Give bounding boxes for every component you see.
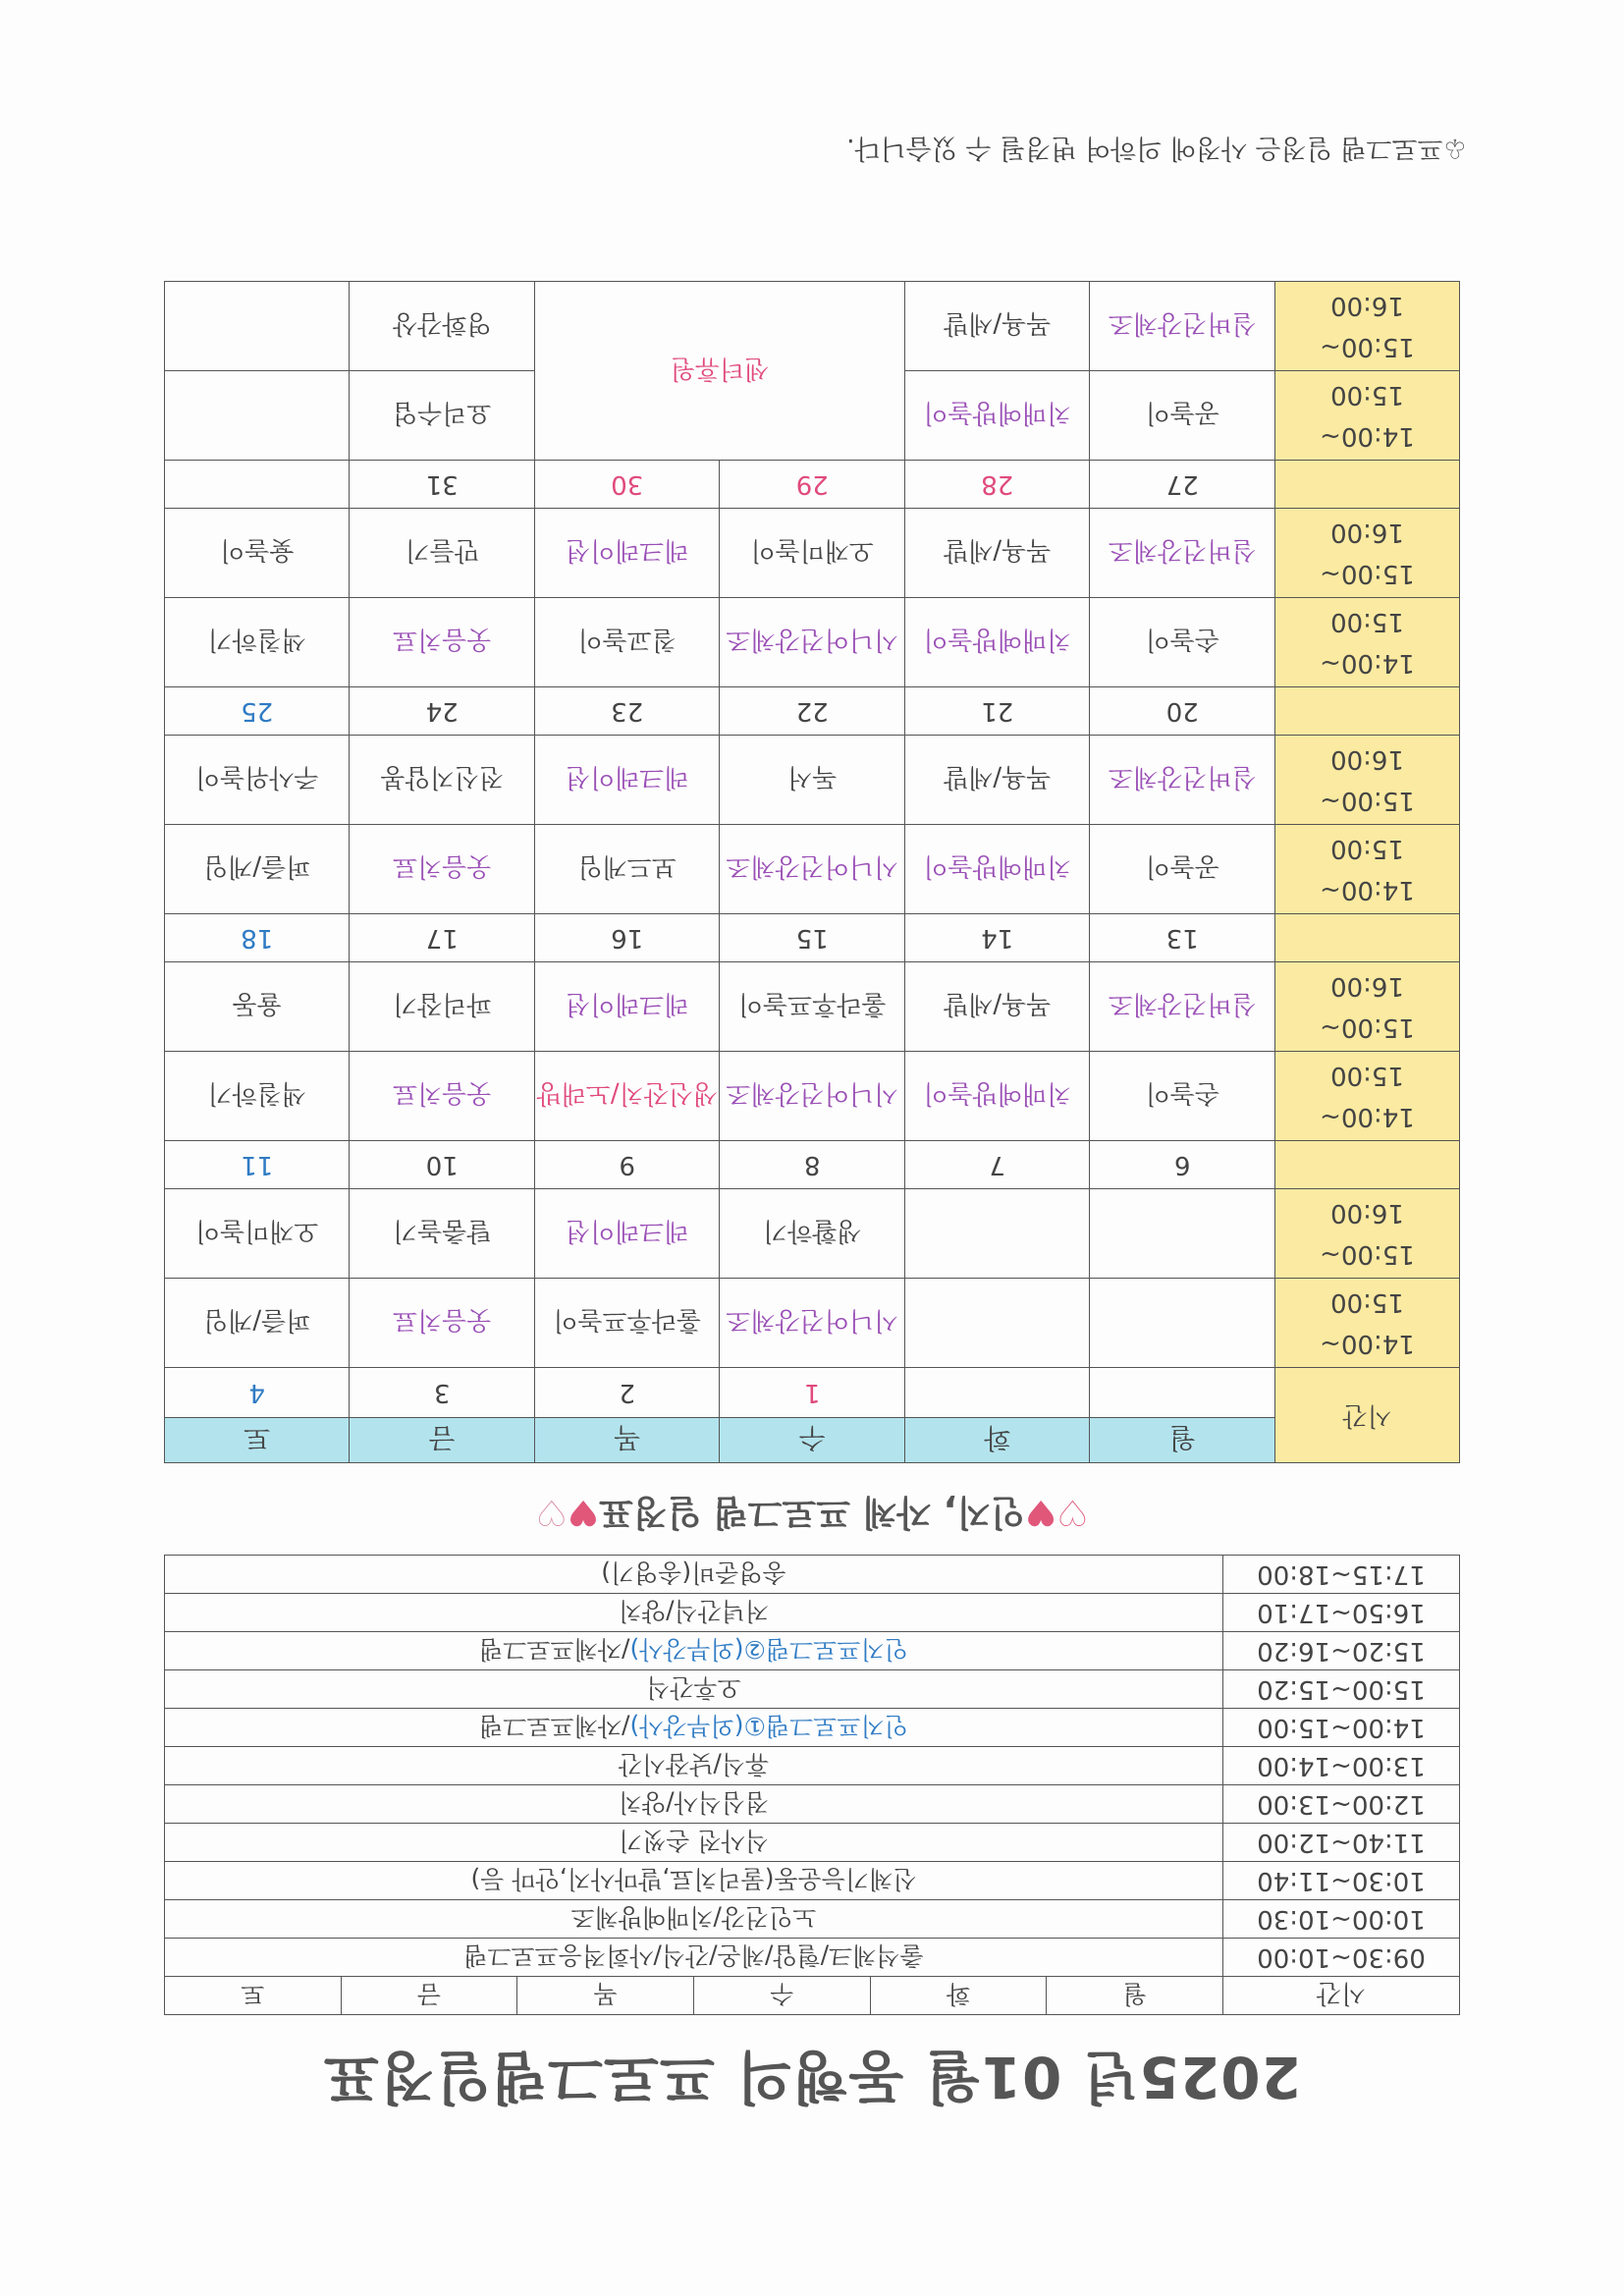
date-cell: 21 (905, 687, 1091, 736)
calendar-time-header: 시간 (1275, 1368, 1460, 1463)
document-title: 2025년 01월 동행의 프로그램일정표 (322, 2044, 1302, 2110)
date-cell (905, 1368, 1091, 1418)
program-cell: 보드게임 (535, 825, 721, 914)
header-thu: 목 (517, 1977, 694, 2015)
program-cell (165, 282, 351, 371)
date-cell-saturday: 11 (165, 1141, 351, 1189)
time-slot-label (1275, 282, 1460, 371)
time-slot-label (1275, 1189, 1460, 1279)
slot-end: 15:00 (1330, 380, 1404, 410)
program-cell: 요리수업 (350, 371, 535, 461)
date-cell: 3 (350, 1368, 535, 1418)
program-cell: 실버건강체조 (1090, 736, 1275, 825)
row-activity: 식사전 손씻기 (165, 1824, 1223, 1862)
program-cell: 공놀이 (1090, 371, 1275, 461)
slot-end: 15:00 (1330, 607, 1404, 636)
program-cell: 레크레이션 (535, 962, 721, 1052)
date-row-time-blank (1275, 914, 1460, 962)
date-cell (165, 461, 351, 509)
program-cell: 목욕/세발 (905, 736, 1091, 825)
day-header-thu: 목 (535, 1417, 721, 1462)
time-slot-label (1275, 371, 1460, 461)
week-date-row (165, 461, 1460, 509)
subtitle-text: 인지, 자체 프로그램 일정표 (599, 1492, 1025, 1532)
program-cell: 퍼즐/게임 (165, 825, 351, 914)
row-activity: 오후간식 (165, 1670, 1223, 1709)
date-row-time-blank (1275, 1141, 1460, 1189)
week-slot1-row (165, 825, 1460, 914)
date-cell (1090, 1368, 1275, 1418)
date-cell-saturday: 18 (165, 914, 351, 962)
program-cell: 실버건강체조 (1090, 509, 1275, 598)
day-header-wed: 수 (720, 1417, 905, 1462)
row-activity: 출석체크/혈압/체온/간식/사회적응프로그램 (165, 1939, 1223, 1977)
program-cell: 시니어건강체조 (720, 598, 905, 687)
row-time: 09:30~10:00 (1223, 1939, 1460, 1977)
date-cell: 15 (720, 914, 905, 962)
date-cell: 14 (905, 914, 1091, 962)
program-cell: 웃음치료 (350, 825, 535, 914)
date-cell: 13 (1090, 914, 1275, 962)
date-cell: 20 (1090, 687, 1275, 736)
table-row (165, 1862, 1460, 1900)
row-activity: 신체기능운동(물리치료,발마사지,안마 등) (165, 1862, 1223, 1900)
date-cell: 9 (535, 1141, 721, 1189)
program-cell: 독서 (720, 736, 905, 825)
slot-end: 15:00 (1330, 834, 1404, 863)
date-cell-holiday: 30 (535, 461, 721, 509)
time-slot-label (1275, 598, 1460, 687)
slot-start: 15:00~ (1320, 559, 1415, 588)
week-date-row (165, 687, 1460, 736)
date-cell: 23 (535, 687, 721, 736)
row-time: 16:50~17:10 (1223, 1594, 1460, 1632)
program-cell (1090, 1189, 1275, 1279)
internal-program-label: /자체프로그램 (479, 1712, 630, 1740)
week-date-row (165, 1368, 1460, 1418)
program-cell: 오재미놀이 (165, 1189, 351, 1279)
program-cell-special: 생신잔치/노래방 (535, 1052, 721, 1141)
date-cell-holiday: 29 (720, 461, 905, 509)
row-time: 15:00~15:20 (1223, 1670, 1460, 1709)
slot-end: 16:00 (1330, 518, 1404, 547)
row-time: 10:00~10:30 (1223, 1900, 1460, 1939)
table-row (165, 1632, 1460, 1670)
program-cell: 영화감상 (350, 282, 535, 371)
row-activity (165, 1632, 1223, 1670)
table-row (165, 1785, 1460, 1824)
row-activity: 노인건강/치매예방체조 (165, 1900, 1223, 1939)
program-cell: 레크레이션 (535, 509, 721, 598)
internal-program-label: /자체프로그램 (479, 1635, 630, 1664)
header-sat: 토 (165, 1977, 342, 2015)
week-slot2-row (165, 509, 1460, 598)
program-cell: 오재미놀이 (720, 509, 905, 598)
date-row-time-blank (1275, 687, 1460, 736)
date-cell: 8 (720, 1141, 905, 1189)
program-cell: 율동 (165, 962, 351, 1052)
week-slot2-row (165, 962, 1460, 1052)
slot-end: 16:00 (1330, 744, 1404, 774)
program-cell: 웃음치료 (350, 598, 535, 687)
calendar-subtitle (0, 1490, 1624, 1540)
row-activity: 휴식/낮잠시간 (165, 1747, 1223, 1785)
program-cell: 훌라후프놀이 (535, 1279, 721, 1368)
program-cell: 손놀이 (1090, 1052, 1275, 1141)
date-cell-saturday: 4 (165, 1368, 351, 1418)
holiday-closure-cell: 센터휴원 (535, 282, 905, 461)
slot-start: 14:00~ (1320, 1329, 1415, 1358)
table-row (165, 1556, 1460, 1594)
external-program-label: 인지프로그램①(외부강사) (629, 1712, 908, 1740)
program-cell: 탈춤놀기 (350, 1189, 535, 1279)
row-time: 12:00~13:00 (1223, 1785, 1460, 1824)
date-cell-holiday: 28 (905, 461, 1091, 509)
row-time: 17:15~18:00 (1223, 1556, 1460, 1594)
date-cell: 17 (350, 914, 535, 962)
week-slot1-row (165, 371, 1460, 461)
slot-end: 16:00 (1330, 291, 1404, 320)
program-cell: 치매예방놀이 (905, 371, 1091, 461)
program-cell (165, 371, 351, 461)
header-mon: 월 (1047, 1977, 1223, 2015)
time-slot-label (1275, 1052, 1460, 1141)
row-time: 10:30~11:40 (1223, 1862, 1460, 1900)
schedule-change-note: ♧프로그램 일정은 사정에 의하여 변경될 수 있습니다. (845, 133, 1467, 163)
program-cell: 레크레이션 (535, 736, 721, 825)
week-slot2-row (165, 1189, 1460, 1279)
program-cell: 실버건강체조 (1090, 282, 1275, 371)
program-cell: 목욕/세발 (905, 509, 1091, 598)
week-slot1-row (165, 1279, 1460, 1368)
program-cell: 윷놀이 (165, 509, 351, 598)
program-cell: 시니어건강체조 (720, 1279, 905, 1368)
external-program-label: 인지프로그램②(외부강사) (629, 1635, 908, 1664)
date-cell: 31 (350, 461, 535, 509)
table-row (165, 1594, 1460, 1632)
program-cell: 파리잡기 (350, 962, 535, 1052)
date-cell: 2 (535, 1368, 721, 1418)
heart-outline-icon: ♡ (535, 1492, 568, 1532)
date-cell: 7 (905, 1141, 1091, 1189)
header-time: 시간 (1223, 1977, 1460, 2015)
program-cell: 실버건강체조 (1090, 962, 1275, 1052)
program-cell: 웃음치료 (350, 1279, 535, 1368)
slot-start: 15:00~ (1320, 1239, 1415, 1269)
day-header-sat: 토 (165, 1417, 351, 1462)
date-cell: 27 (1090, 461, 1275, 509)
slot-end: 15:00 (1330, 1061, 1404, 1090)
slot-start: 15:00~ (1320, 786, 1415, 815)
row-activity: 송영준비(송영기) (165, 1556, 1223, 1594)
day-header-tue: 화 (905, 1417, 1091, 1462)
program-cell: 치매예방놀이 (905, 825, 1091, 914)
header-fri: 금 (341, 1977, 517, 2015)
heart-icon: ♡♥ (1024, 1492, 1089, 1532)
week-date-row (165, 914, 1460, 962)
program-cell: 만들기 (350, 509, 535, 598)
program-cell: 훌라후프놀이 (720, 962, 905, 1052)
row-time: 13:00~14:00 (1223, 1747, 1460, 1785)
time-slot-label (1275, 736, 1460, 825)
row-time: 14:00~15:00 (1223, 1709, 1460, 1747)
program-cell (1090, 1279, 1275, 1368)
row-time: 15:20~16:20 (1223, 1632, 1460, 1670)
program-cell: 손놀이 (1090, 598, 1275, 687)
slot-end: 16:00 (1330, 1198, 1404, 1228)
day-header-fri: 금 (350, 1417, 535, 1462)
slot-start: 14:00~ (1320, 648, 1415, 678)
program-cell: 칠교놀이 (535, 598, 721, 687)
time-slot-label (1275, 509, 1460, 598)
slot-end: 16:00 (1330, 971, 1404, 1001)
slot-start: 14:00~ (1320, 421, 1415, 451)
week-slot1-row (165, 1052, 1460, 1141)
calendar-header-row (165, 1417, 1460, 1462)
slot-start: 14:00~ (1320, 875, 1415, 904)
program-cell (905, 1279, 1091, 1368)
daily-schedule-table (164, 1555, 1460, 2015)
week-date-row (165, 1141, 1460, 1189)
program-cell: 웃음치료 (350, 1052, 535, 1141)
program-cell: 치매예방놀이 (905, 1052, 1091, 1141)
program-cell: 색칠하기 (165, 1052, 351, 1141)
row-activity (165, 1709, 1223, 1747)
daily-header-row (165, 1977, 1460, 2015)
week-slot2-row (165, 736, 1460, 825)
slot-end: 15:00 (1330, 1287, 1404, 1317)
date-cell-holiday: 1 (720, 1368, 905, 1418)
row-activity: 저녁간식/양치 (165, 1594, 1223, 1632)
program-cell: 공놀이 (1090, 825, 1275, 914)
header-wed: 수 (694, 1977, 871, 2015)
header-tue: 화 (870, 1977, 1047, 2015)
program-cell (905, 1189, 1091, 1279)
slot-start: 15:00~ (1320, 332, 1415, 361)
date-cell: 16 (535, 914, 721, 962)
table-row (165, 1670, 1460, 1709)
monthly-calendar (164, 281, 1460, 1463)
row-activity: 점심식사/양치 (165, 1785, 1223, 1824)
table-row (165, 1900, 1460, 1939)
program-cell: 퍼즐/게임 (165, 1279, 351, 1368)
heart-icon: ♥ (567, 1492, 600, 1532)
date-row-time-blank (1275, 461, 1460, 509)
program-cell: 색칠하기 (165, 598, 351, 687)
date-cell: 10 (350, 1141, 535, 1189)
time-slot-label (1275, 962, 1460, 1052)
program-cell: 시니어건강체조 (720, 825, 905, 914)
program-cell: 주사위놀이 (165, 736, 351, 825)
table-row (165, 1939, 1460, 1977)
program-cell: 시니어건강체조 (720, 1052, 905, 1141)
program-cell: 목욕/세발 (905, 962, 1091, 1052)
program-cell: 전신지압봉 (350, 736, 535, 825)
date-cell: 24 (350, 687, 535, 736)
date-cell-saturday: 25 (165, 687, 351, 736)
program-cell: 치매예방놀이 (905, 598, 1091, 687)
date-cell: 22 (720, 687, 905, 736)
week-slot1-row (165, 598, 1460, 687)
table-row (165, 1824, 1460, 1862)
time-slot-label (1275, 1279, 1460, 1368)
program-cell: 레크레이션 (535, 1189, 721, 1279)
slot-start: 14:00~ (1320, 1102, 1415, 1131)
table-row (165, 1709, 1460, 1747)
row-time: 11:40~12:00 (1223, 1824, 1460, 1862)
day-header-mon: 월 (1090, 1417, 1275, 1462)
table-row (165, 1747, 1460, 1785)
program-cell: 목욕/세발 (905, 282, 1091, 371)
time-slot-label (1275, 825, 1460, 914)
date-cell: 6 (1090, 1141, 1275, 1189)
slot-start: 15:00~ (1320, 1012, 1415, 1042)
program-cell: 생활하기 (720, 1189, 905, 1279)
